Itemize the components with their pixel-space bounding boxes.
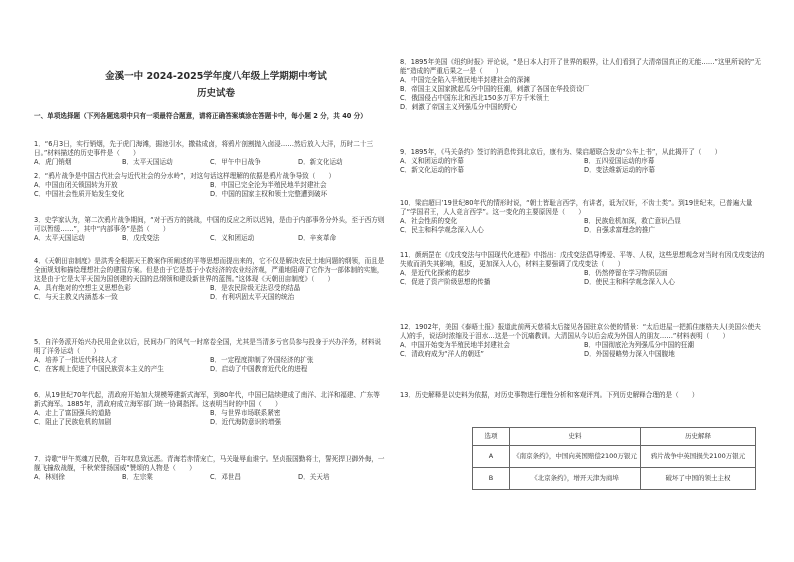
option-d: D．使民主和科学观念深入人心	[584, 278, 675, 286]
option-a: A．社会性质的变化	[400, 217, 458, 225]
table-cell-option: B	[473, 468, 510, 490]
option-a: A．培养了一批近代科技人才	[34, 356, 118, 364]
table-cell-source: 《南京条约》，中国向英国赔偿2100万银元	[510, 446, 641, 468]
option-d: D．自强求富理念的推广	[584, 226, 656, 234]
option-d: D．变法维新运动的序幕	[584, 166, 656, 174]
question-stem: 4．《天朝田亩制度》是洪秀全根据天王教案作所阐述的平等思想而提出来的，它不仅是解决农民土地问题的纲领，而且是全面规划和描绘理想社会的建国方案。但是由于它是基于小农经济的农业经济观，严重地阻碍了它作为一部体制的实施，这是由于它是太平天国为国创建的天国的总纲领和建设新世界的蓝图。”这体现《天朝田亩制度》（ ）	[34, 257, 385, 283]
table-header: 历史解释	[641, 428, 756, 446]
table-header-row	[473, 428, 756, 446]
option-a: A．是近代化探索的起步	[400, 269, 471, 277]
option-b: B．戊戌变法	[122, 234, 160, 242]
table-cell-interpretation: 破坏了中国的领土主权	[641, 468, 756, 490]
option-c: C．阻止了民族危机的加剧	[34, 418, 112, 426]
option-a: A．林则徐	[34, 473, 65, 481]
question-stem: 6．从19世纪70年代起，清政府开始加大规模筹建新式海军，到80年代，中国已陆续建成了南洋、北洋和福建、广东等新式海军。1885年，清政府成立海军部门统一协调指挥。这表明当时的中国（ ）	[34, 391, 380, 408]
question-stem: 13．历史解释是以史料为依据，对历史事物进行理性分析和客观评判。下列历史解释合理的是（ ）	[400, 391, 699, 399]
question-3	[34, 216, 386, 243]
option-a: A．走上了富国强兵的道路	[34, 409, 112, 417]
table-row	[473, 468, 756, 490]
option-a: A．虎门销烟	[34, 158, 72, 166]
option-b: B．仍然停留在学习物质层面	[584, 269, 668, 277]
option-c: C．新文化运动的序幕	[400, 166, 464, 174]
option-d: D．关天培	[298, 473, 330, 481]
section-heading: 一、单项选择题（下列各题选项中只有一项最符合题意，请将正确答案填涂在答题卡中，每小题 2 分，共 40 分）	[34, 112, 367, 120]
question-4	[34, 257, 386, 302]
question-13	[400, 391, 768, 400]
question-11	[400, 251, 768, 287]
option-d: D．启动了中国教育近代化的进程	[210, 365, 308, 373]
question-stem: 7．诗歌“甲午英魂万民敬，百年叹息致远恶。青海若赤情宠亡，马关耻辱血谁宁。坚贞报国勤将士，誓死捍卫御外侮，一舰飞撞敌战舰，千秋荣誉扬国威”赞颂的人物是（ ）	[34, 455, 385, 472]
option-b: B．太平天国运动	[122, 158, 173, 166]
option-b: B．中国彻底沦为列强瓜分中国的狂潮	[584, 341, 695, 349]
option-c: C．甲午中日战争	[210, 158, 261, 166]
question-12	[400, 323, 768, 359]
option-d: D．新文化运动	[298, 158, 343, 166]
option-a: A．具有绝对的空想主义思想色彩	[34, 284, 131, 292]
option-c: C．清政府成为“洋人的朝廷”	[400, 350, 484, 358]
option-d: D．刺激了帝国主义列强瓜分中国的野心	[400, 103, 518, 111]
exam-subtitle: 历史试卷	[196, 88, 235, 99]
table-cell-source: 《北京条约》，增开天津为商埠	[510, 468, 641, 490]
question-stem: 11．颜炳罡在《戊戌变法与中国现代化进程》中指出：戊戌变法倡导博爱、平等、人权，这些思想观念对当时有因戊戌变法的失败而消失其影响，相反，更加深入人心，材料主要强调了戊戌变法（ ）	[400, 251, 765, 268]
option-a: A．太平天国运动	[34, 234, 85, 242]
option-a: A．中国完全陷入半殖民地半封建社会的深渊	[400, 76, 530, 84]
question-10	[400, 199, 768, 235]
option-c: C．与天主教义内涵基本一致	[34, 293, 118, 301]
exam-title: 金溪一中 2024-2025学年度八年级上学期期中考试	[105, 71, 327, 82]
option-d: D．外国侵略势力深入中国腹地	[584, 350, 675, 358]
table-header: 选项	[473, 428, 510, 446]
table-cell-option: A	[473, 446, 510, 468]
question-stem: 1．“6月3日，实行销烟，先于虎门海滩，掘池引水，撒盐成卤，将鸦片剖割抛入卤浸……然后放入大洋，历时二十三日。”材料描述的历史事件是（ ）	[34, 140, 374, 157]
question-stem: 2．“鸦片战争是中国古代社会与近代社会的分水岭”，对这句话这样理解的依据是鸦片战争导致（ ）	[34, 172, 336, 180]
question-stem: 8．1895年美国《纽约时报》评论说，“是日本人打开了世界的眼界，让人们看到了大清帝国真正的无能……”这里所说的“无能”造成的严重后果之一是（ ）	[400, 58, 761, 75]
option-d: D．辛亥革命	[298, 234, 337, 242]
option-a: A．中国由闭关锁国转为开放	[34, 181, 118, 189]
option-c: C．义和团运动	[210, 234, 255, 242]
question-7	[34, 455, 386, 482]
option-b: B．五四爱国运动的序幕	[584, 157, 655, 165]
question-2	[34, 172, 386, 199]
table-header: 史料	[510, 428, 641, 446]
option-d: D．中国的国家主权和领土完整遭到破坏	[210, 190, 328, 198]
question-stem: 10．梁启超曰’19世纪80年代的情形时说，“朝士皆耻言西学，有讲者，诋为汉奸，不齿士类”。到19世纪末，已普遍大量了“学国君王，人人竞言西学”。这一变化的主要原因是（ ）	[400, 199, 753, 216]
question-8	[400, 58, 768, 112]
option-c: C．在客观上促进了中国民族资本主义的产生	[34, 365, 164, 373]
option-b: B．一定程度抑制了外国经济的扩张	[210, 356, 314, 364]
question-6	[34, 391, 386, 427]
option-b: B．民族危机加深，救亡意识凸显	[584, 217, 681, 225]
option-c: C．促进了资产阶级思想的传播	[400, 278, 491, 286]
question-5	[34, 338, 386, 374]
option-c: C．邓世昌	[210, 473, 241, 481]
option-d: D．有利巩固太平天国的统治	[210, 293, 295, 301]
option-b: B．左宗棠	[122, 473, 153, 481]
option-b: B．中国已完全沦为半殖民地半封建社会	[210, 181, 327, 189]
table-cell-interpretation: 鸦片战争中英国损失2100万银元	[641, 446, 756, 468]
option-b: B．帝国主义国家掀起瓜分中国的狂潮，刺激了各国在华投资设厂	[400, 85, 590, 93]
option-a: A．中国开始变为半殖民地半封建社会	[400, 341, 511, 349]
question-stem: 9．1895年，《马关条约》签订的消息传到北京后，康有为、梁启超联合发动“公车上书”，从此揭开了（ ）	[400, 148, 722, 156]
option-c: C．中国社会性质开始发生变化	[34, 190, 125, 198]
question-stem: 3．史学家认为，第二次鸦片战争期间，“对于西方的挑战，中国的反应之所以迟钝，是由于内部事务分外头，至于西方则可以暂缓……”，其中“内部事务”是指（ ）	[34, 216, 385, 233]
option-b: B．与世界市场联系紧密	[210, 409, 281, 417]
option-c: C．俄国侵占中国东北和西北150多万平方千米领土	[400, 94, 550, 102]
option-d: D．近代海防意识的增强	[210, 418, 282, 426]
question-stem: 12．1902年，美国《泰晤士报》报道此前两天慈禧太后接见各国驻京公使的情景：“太后进屋一把抓住康格夫人(美国公使夫人)的手，说话时浓缩及于泪水…这是一个沉痛教训。大清国从今以后会成为外国人的朋友……”材料表明（ ）	[400, 323, 761, 340]
question-1	[34, 140, 386, 167]
table-row	[473, 446, 756, 468]
question-stem: 5．自洋务派开始兴办民用企业以后，民间办厂的风气一时席卷全国，尤其是当清多亏官员参与投身于兴办洋务，材料说明了洋务运动（ ）	[34, 338, 382, 355]
option-c: C．民主和科学观念深入人心	[400, 226, 484, 234]
option-a: A．义和团运动的序幕	[400, 157, 464, 165]
question-9	[400, 148, 768, 175]
history-table	[472, 427, 756, 490]
option-b: B．是农民阶级无法忍受的结晶	[210, 284, 301, 292]
